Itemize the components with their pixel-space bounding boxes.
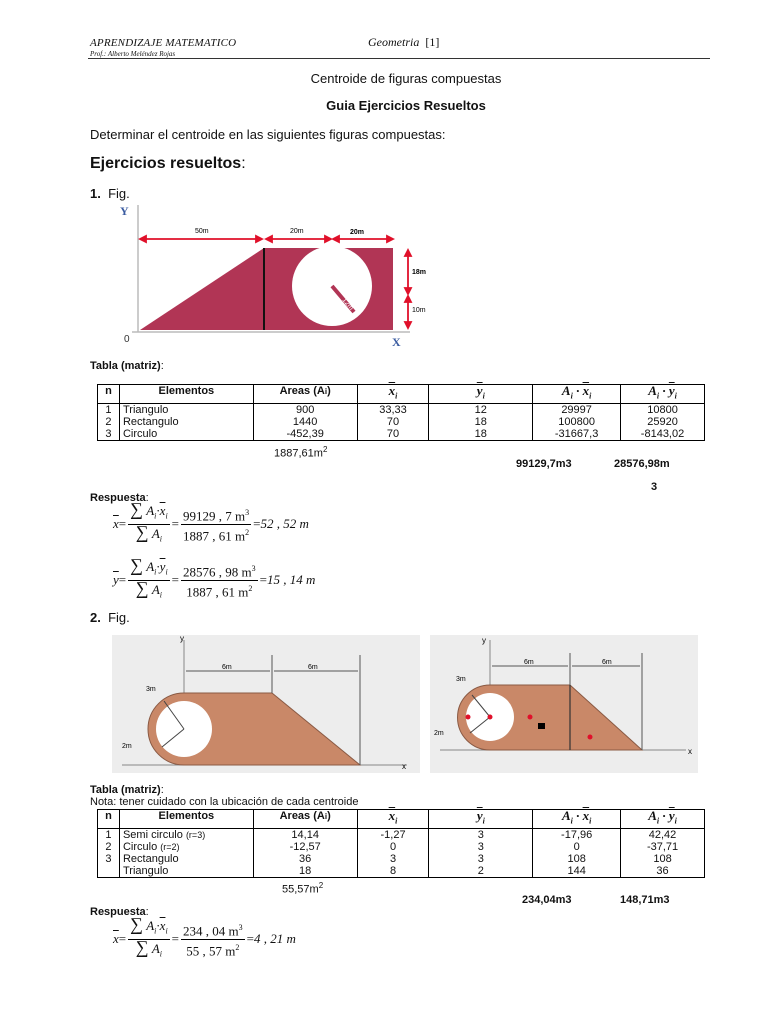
ex1-respuesta: Respuesta:	[90, 492, 149, 504]
ex2-table-label: Tabla (matriz):	[90, 784, 164, 796]
intro-text: Determinar el centroide en las siguientes figuras compuestas:	[90, 127, 446, 142]
dim-3m: 3m	[146, 686, 156, 693]
ex2-respuesta: Respuesta:	[90, 906, 149, 918]
dim-radius: 12m	[340, 296, 355, 312]
col-xi: $\overline{x}_i$	[357, 810, 429, 829]
ex2-xbar-formula: $\overline{x}$ = $\frac{\sum A_i\cdot\overline{x}_i}{\sum A_i}$ = $\frac{234 , 04 m^3}{55 , 57 m^2}$ = 4 , 21 m	[113, 914, 296, 959]
ex1-xbar-formula: $\overline{x}$ = $\frac{\sum A_i\cdot\overline{x}_i}{\sum A_i}$ = $\frac{99129 , 7 m^3}{1887 , 61 m^2}$ = 52 , 52 m	[113, 499, 309, 544]
ex2-area-total: $55,57m^2$	[282, 881, 324, 896]
col-areas: Areas (Ai)	[253, 810, 357, 829]
table-row: 3 Circulo -452,39 70 18 -31667,3 -8143,02	[98, 428, 705, 441]
ex1-table	[97, 384, 705, 441]
dim-6m-a: 6m	[222, 664, 232, 671]
section-heading: Ejercicios resueltos:	[90, 155, 246, 172]
dim-20m-b: 20m	[350, 229, 365, 236]
ex1-sum-ay: 28576,98m	[614, 458, 670, 470]
ex1-ybar-formula: $\overline{y}$ = $\frac{\sum A_i\cdot\overline{y}_i}{\sum A_i}$ = $\frac{28576 , 98 m^3}{1887 , 61 m^2}$ = 15 , 14 m	[113, 555, 316, 600]
y-axis-label: Y	[120, 204, 129, 218]
origin-label: 0	[124, 334, 130, 345]
header-rule	[88, 58, 710, 59]
y-axis-label-b: y	[482, 636, 486, 645]
ex2-table	[97, 809, 705, 878]
col-n: n	[98, 385, 120, 404]
ex2-figure-a	[112, 635, 420, 773]
ex2-sum-ax: 234,04m3	[522, 894, 572, 906]
header-subject: Geometria [1]	[368, 35, 440, 49]
dim-50m: 50m	[195, 228, 209, 235]
x-axis-label: X	[392, 335, 401, 348]
dim-2m-b: 2m	[434, 730, 444, 737]
col-aixi: $A_i \cdot \overline{x}_i$	[533, 385, 621, 404]
page-subtitle: Guia Ejercicios Resueltos	[326, 98, 486, 113]
ex2-fig-label: 2. Fig.	[90, 610, 130, 625]
table-row: 2 Circulo (r=2) -12,57 0 3 0 -37,71	[98, 841, 705, 853]
table-row: 2 Rectangulo 1440 70 18 100800 25920	[98, 416, 705, 428]
ex2-sum-ay: 148,71m3	[620, 894, 670, 906]
ex1-sum-ay-tail: 3	[651, 481, 658, 493]
x-axis-label-b: x	[688, 747, 692, 756]
table-row: 1 Semi circulo (r=3) 14,14 -1,27 3 -17,96 42,42	[98, 829, 705, 842]
x-axis-label-a: x	[402, 762, 406, 771]
dim-6m-d: 6m	[602, 659, 612, 666]
col-elementos: Elementos	[119, 385, 253, 404]
dim-3m-b: 3m	[456, 676, 466, 683]
ex1-table-label: Tabla (matriz):	[90, 360, 164, 372]
ex1-figure	[110, 200, 430, 348]
table-row: 1 Triangulo 900 33,33 12 29997 10800	[98, 404, 705, 417]
col-n: n	[98, 810, 120, 829]
header-author: Prof.: Alberto Meléndez Rojas	[90, 50, 176, 58]
col-yi: $\overline{y}_i$	[429, 385, 533, 404]
y-axis-label-a: y	[180, 635, 184, 643]
col-yi: $\overline{y}_i$	[429, 810, 533, 829]
ex2-figure-b	[430, 635, 698, 773]
col-xi: $\overline{x}_i$	[357, 385, 429, 404]
ex1-sum-ax: 99129,7m3	[516, 458, 572, 470]
table-row: Triangulo 18 8 2 144 36	[98, 865, 705, 878]
ex1-area-total: $1887,61m^2$	[274, 445, 328, 460]
col-aixi: $A_i \cdot \overline{x}_i$	[533, 810, 621, 829]
dim-6m-c: 6m	[524, 659, 534, 666]
dim-2m: 2m	[122, 743, 132, 750]
col-elementos: Elementos	[119, 810, 253, 829]
header-left: APRENDIZAJE MATEMATICO	[90, 37, 237, 49]
ex2-note: Nota: tener cuidado con la ubicación de cada centroide	[90, 796, 359, 808]
dim-10m: 10m	[412, 307, 426, 314]
dim-6m-b: 6m	[308, 664, 318, 671]
col-areas: Areas (Ai)	[253, 385, 357, 404]
table-row: 3 Rectangulo 36 3 3 108 108	[98, 853, 705, 865]
col-aiyi: $A_i \cdot \overline{y}_i$	[621, 385, 705, 404]
ex1-fig-label: 1. Fig.	[90, 186, 130, 201]
dim-20m-a: 20m	[290, 228, 304, 235]
dim-18m: 18m	[412, 269, 427, 276]
page-title: Centroide de figuras compuestas	[310, 71, 502, 86]
col-aiyi: $A_i \cdot \overline{y}_i$	[621, 810, 705, 829]
